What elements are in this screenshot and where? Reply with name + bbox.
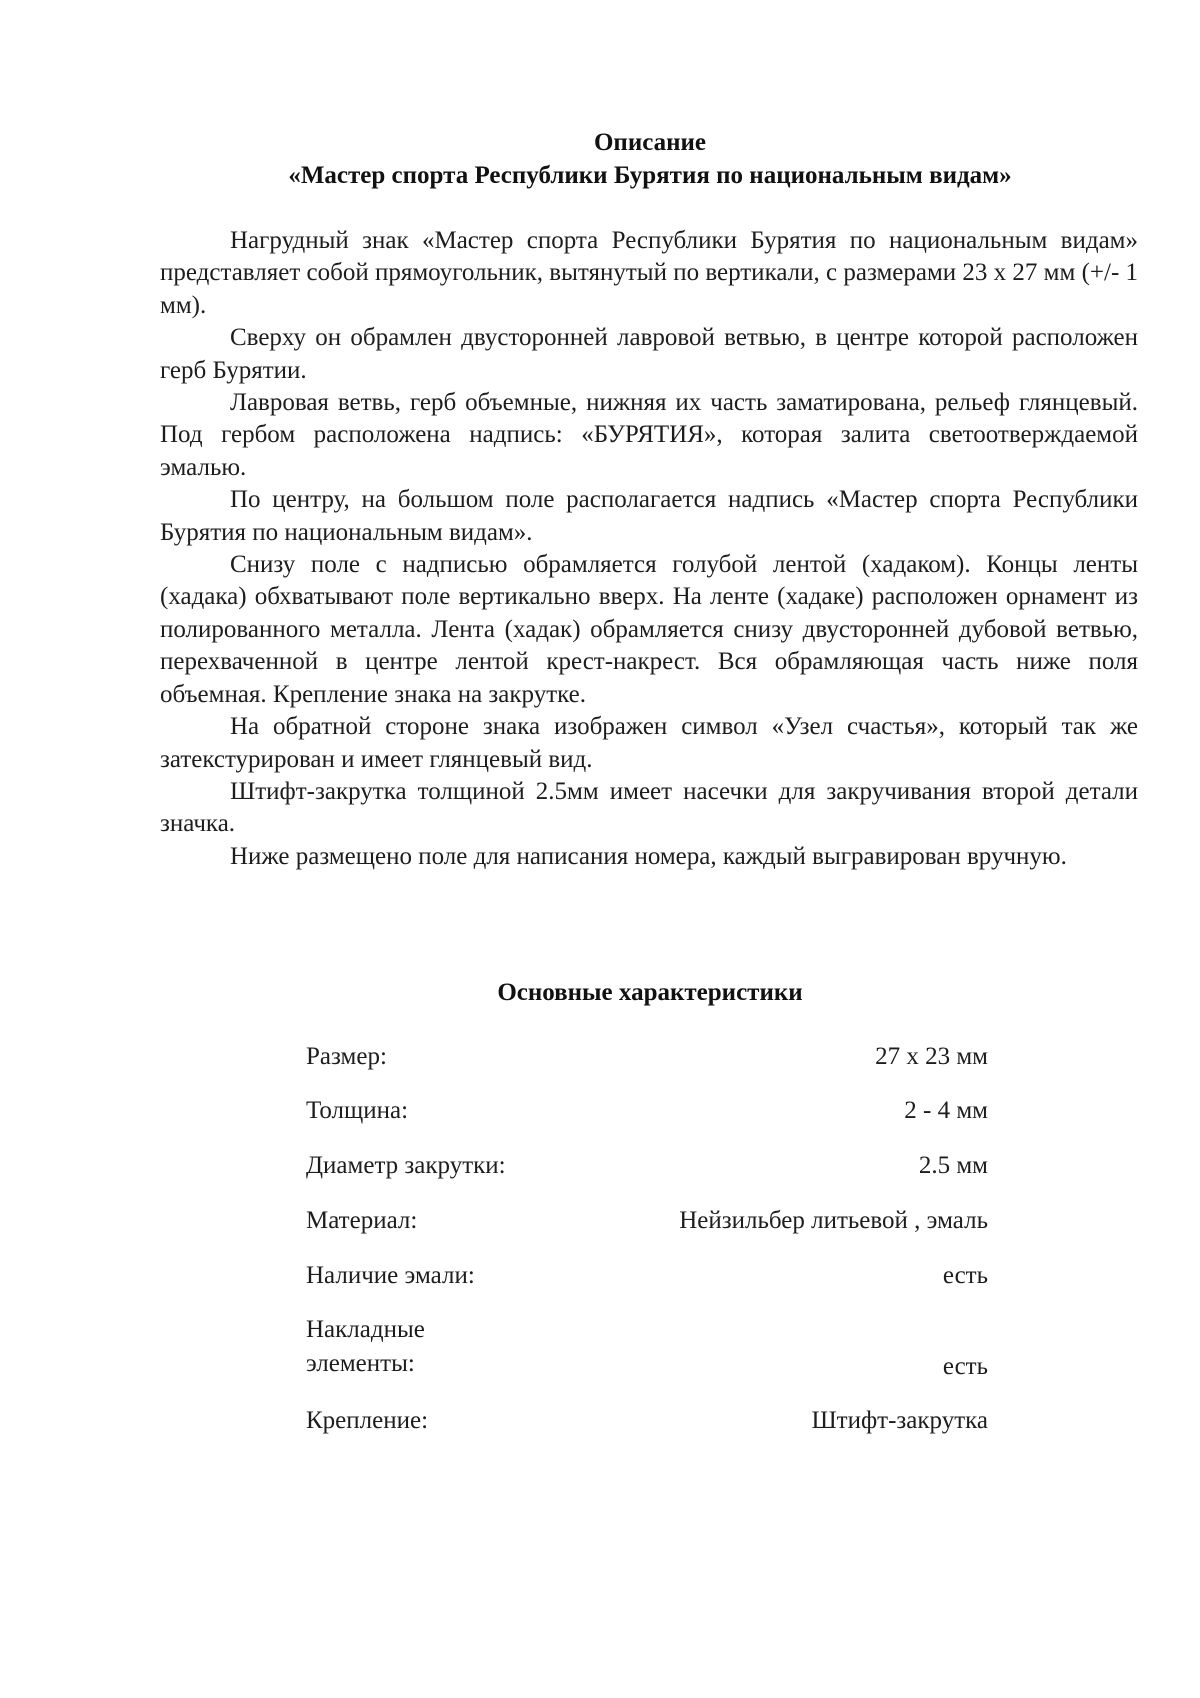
spec-row-size [306,1040,988,1074]
spec-label: Крепление: [306,1407,429,1434]
paragraph: Штифт-закрутка толщиной 2.5мм имеет насечки для закручивания второй детали значка. [160,777,1138,838]
spec-row-material [306,1204,988,1238]
specs-title: Основные характеристики [497,979,803,1006]
spec-value: Штифт-закрутка [811,1407,988,1434]
paragraph: Сверху он обрамлен двусторонней лавровой ветвью, в центре которой расположен герб Бурятии. [160,324,1138,384]
document-title: Описание [593,129,707,156]
spec-value: 27 х 23 мм [875,1043,988,1070]
paragraph: По центру, на большом поле располагается надпись «Мастер спорта Республики Бурятия по национальным видам». [160,486,1138,546]
paragraph: Ниже размещено поле для написания номера, каждый выгравирован вручную. [230,842,1067,870]
description-body [160,225,1138,873]
spec-label: Диаметр закрутки: [306,1152,506,1179]
spec-value: 2 - 4 мм [904,1097,988,1124]
spec-label: Накладные элементы: [306,1316,425,1377]
paragraph: Лавровая ветвь, герб объемные, нижняя их часть заматирована, рельеф глянцевый. Под гербом расположена надпись: «БУРЯТИЯ», которая залита светоотверждаемой эмалью. [160,389,1138,481]
spec-row-enamel [306,1259,988,1293]
spec-label: Размер: [306,1043,387,1070]
spec-value: есть [942,1262,988,1289]
spec-label: Материал: [306,1207,418,1234]
spec-value: 2.5 мм [918,1152,988,1179]
paragraph: Нагрудный знак «Мастер спорта Республики Бурятия по национальным видам» представляет собой прямоугольник, вытянутый по вертикали, с размерами 23 х 27 мм (+/- 1 мм). [160,227,1139,319]
spec-row-overlays [306,1313,988,1384]
spec-value: Нейзильбер литьевой , эмаль [679,1207,988,1234]
spec-label: Наличие эмали: [306,1262,475,1289]
spec-row-fastening [306,1404,988,1438]
paragraph: Снизу поле с надписью обрамляется голубой лентой (хадаком). Концы ленты (хадака) обхватывают поле вертикально вверх. На ленте (хадаке) расположен орнамент из полированного металла. Лента (хадак) обрамляется снизу двусторонней дубовой ветвью, перехваченной в центре лентой крест-накрест. Вся обрамляющая часть ниже поля объемная. Крепление знака на закрутке. [160,551,1138,708]
spec-row-thickness [306,1094,988,1128]
paragraph: На обратной стороне знака изображен символ «Узел счастья», который так же затекстурирован и имеет глянцевый вид. [160,713,1138,773]
spec-value: есть [942,1353,988,1380]
spec-label: Толщина: [306,1097,409,1124]
spec-row-diameter [306,1149,988,1183]
document-subtitle: «Мастер спорта Республики Бурятия по национальным видам» [288,162,1012,189]
